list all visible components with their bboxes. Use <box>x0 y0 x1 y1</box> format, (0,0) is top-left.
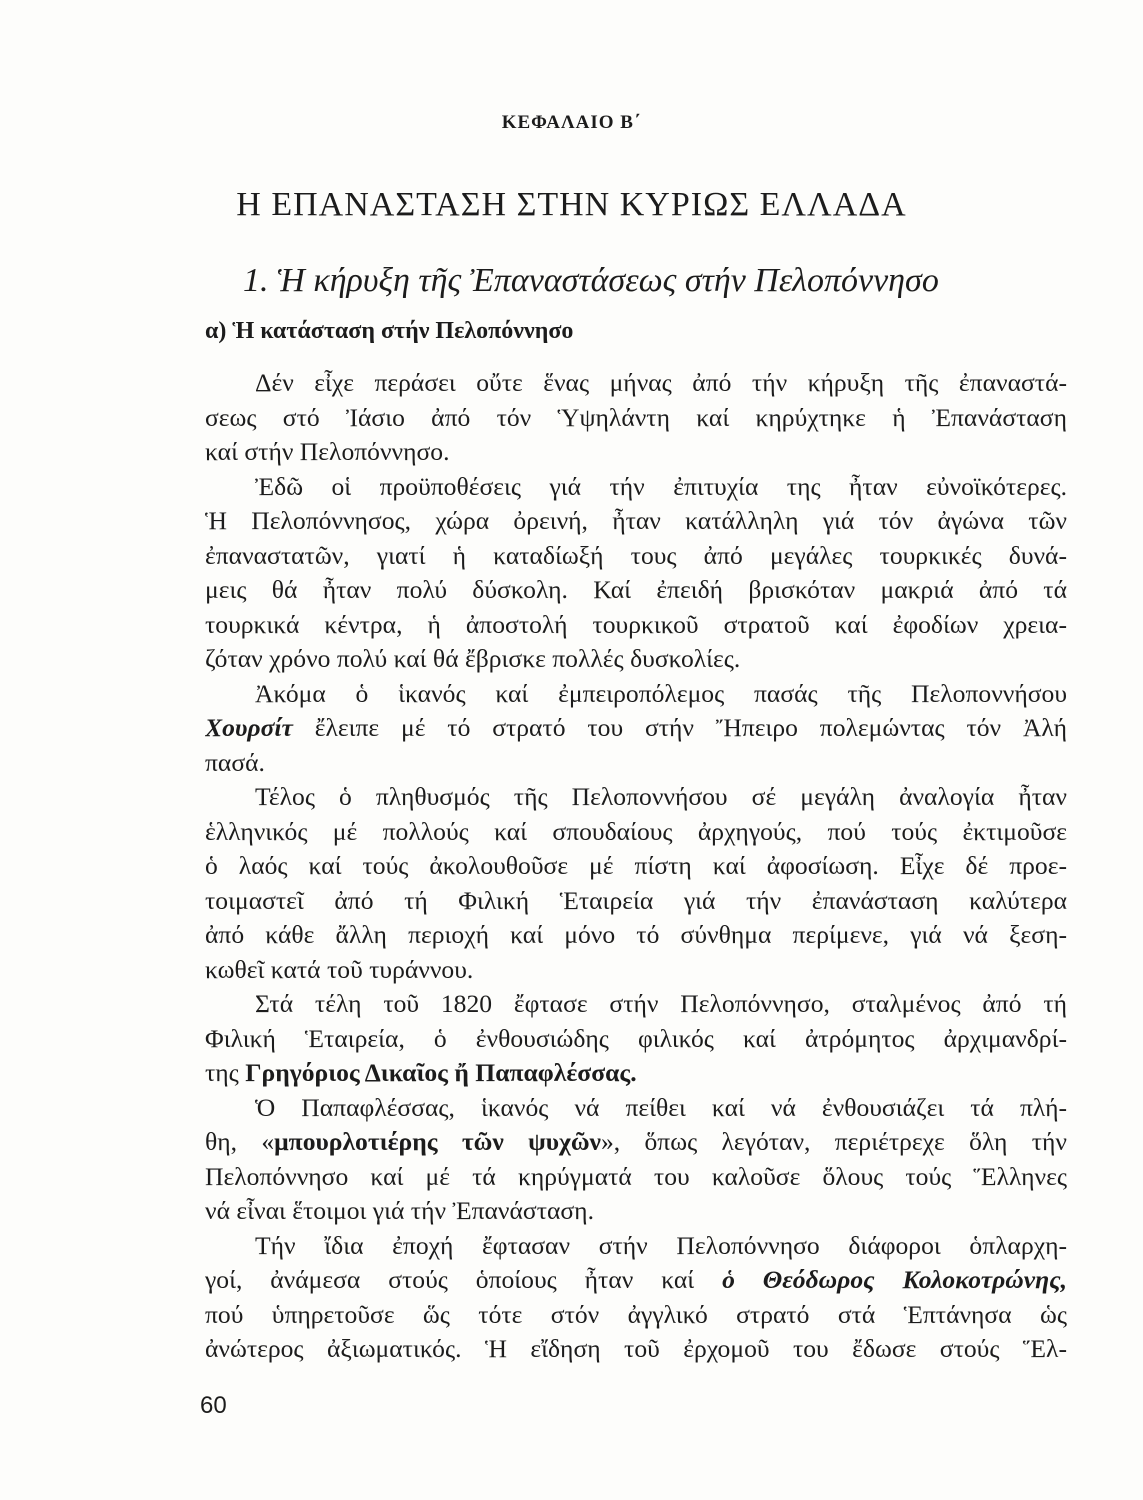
text-line: νά εἶναι ἕτοιμοι γιά τήν Ἐπανάσταση. <box>205 1196 594 1225</box>
text-line: Ὁ Παπαφλέσσας, ἱκανός νά πείθει καί νά ἐνθουσιάζει τά πλή- <box>255 1092 1067 1122</box>
text-segment: γοί, ἀνάμεσα στούς ὁποίους ἦταν καί <box>205 1265 695 1294</box>
text-segment: θη, « <box>205 1127 275 1156</box>
text-line: πασά. <box>205 747 265 777</box>
text-line: Τήν ἴδια ἐποχή ἔφτασαν στήν Πελοπόννησο διάφοροι ὁπλαρχη- <box>255 1230 1067 1260</box>
text-line: τουρκικά κέντρα, ἡ ἀποστολή τουρκικοῦ στρατοῦ καί ἐφοδίων χρεια- <box>205 609 1067 639</box>
text-segment: της <box>205 1058 239 1087</box>
text-line <box>205 1125 1067 1160</box>
text-line: Ἡ Πελοπόννησος, χώρα ὀρεινή, ἦταν κατάλληλη γιά τόν ἀγώνα τῶν <box>205 506 1067 535</box>
text-line: Τέλος ὁ πληθυσμός τῆς Πελοποννήσου σέ μεγάλη ἀναλογία ἦταν <box>255 782 1067 811</box>
text-line: πού ὑπηρετοῦσε ὥς τότε στόν ἀγγλικό στρατό στά Ἑπτάνησα ὡς <box>205 1299 1067 1329</box>
text-line: Πελοπόννησο καί μέ τά κηρύγματά του καλοῦσε ὅλους τούς Ἕλληνες <box>205 1161 1067 1191</box>
text-line: σεως στό Ἰάσιο ἀπό τόν Ὑψηλάντη καί κηρύχτηκε ἡ Ἐπανάσταση <box>205 402 1067 432</box>
text-line: Στά τέλη τοῦ 1820 ἔφτασε στήν Πελοπόννησο, σταλμένος ἀπό τή <box>255 989 1067 1018</box>
emphasis-bourlotieris: μπουρλοτιέρης τῶν ψυχῶν <box>274 1127 601 1156</box>
emphasis-kolokotronis: ὁ Θεόδωρος Κολοκοτρώνης, <box>722 1265 1067 1294</box>
text-line: Δέν εἶχε περάσει οὔτε ἕνας μήνας ἀπό τήν κήρυξη τῆς ἐπαναστά- <box>255 368 1067 397</box>
emphasis-khourshit: Χουρσίτ <box>205 713 293 742</box>
text-line: ὁ λαός καί τούς ἀκολουθοῦσε μέ πίστη καί ἀφοσίωση. Εἶχε δέ προε- <box>205 851 1067 880</box>
emphasis-grigorios: Γρηγόριος Δικαῖος ἤ Παπαφλέσσας. <box>245 1058 637 1087</box>
text-line: ζόταν χρόνο πολύ καί θά ἔβρισκε πολλές δυσκολίες. <box>205 644 741 673</box>
chapter-heading: ΚΕΦΑΛΑΙΟ Β΄ <box>501 112 642 133</box>
text-line: ἀνώτερος ἀξιωματικός. Ἡ εἴδηση τοῦ ἐρχομοῦ του ἔδωσε στούς Ἕλ- <box>205 1334 1067 1363</box>
page-number: 60 <box>200 1392 227 1419</box>
text-line: Ἀκόμα ὁ ἱκανός καί ἐμπειροπόλεμος πασάς τῆς Πελοποννήσου <box>255 678 1067 708</box>
text-line: μεις θά ἦταν πολύ δύσκολη. Καί ἐπειδή βρισκόταν μακριά ἀπό τά <box>205 575 1067 604</box>
text-line: κωθεῖ κατά τοῦ τυράννου. <box>205 954 474 984</box>
text-line <box>205 1263 1067 1298</box>
body-text <box>205 366 1067 1367</box>
text-segment: », ὅπως λεγόταν, περιέτρεχε ὅλη τήν <box>600 1127 1067 1156</box>
text-line: Ἐδῶ οἱ προϋποθέσεις γιά τήν ἐπιτυχία της ἦταν εὐνοϊκότερες. <box>255 471 1067 501</box>
text-line: ἑλληνικός μέ πολλούς καί σπουδαίους ἀρχηγούς, πού τούς ἐκτιμοῦσε <box>205 816 1067 846</box>
text-line: καί στήν Πελοπόννησο. <box>205 437 450 466</box>
text-line <box>205 711 1067 746</box>
section-heading: 1. Ἡ κήρυξη τῆς Ἐπαναστάσεως στήν Πελοπόννησο <box>243 262 939 299</box>
text-line: τοιμαστεῖ ἀπό τή Φιλική Ἑταιρεία γιά τήν ἐπανάσταση καλύτερα <box>205 885 1067 915</box>
chapter-title: Η ΕΠΑΝΑΣΤΑΣΗ ΣΤΗΝ ΚΥΡΙΩΣ ΕΛΛΑΔΑ <box>236 186 907 223</box>
text-line: ἀπό κάθε ἄλλη περιοχή καί μόνο τό σύνθημα περίμενε, γιά νά ξεση- <box>205 920 1067 949</box>
text-line <box>205 1056 1067 1091</box>
text-segment: ἔλειπε μέ τό στρατό του στήν Ἤπειρο πολεμώντας τόν Ἀλή <box>314 713 1067 742</box>
text-line: Φιλική Ἑταιρεία, ὁ ἐνθουσιώδης φιλικός καί ἀτρόμητος ἀρχιμανδρί- <box>205 1023 1067 1053</box>
subsection-heading: α) Ἡ κατάσταση στήν Πελοπόννησο <box>205 318 574 344</box>
text-line: ἐπαναστατῶν, γιατί ἡ καταδίωξή τους ἀπό μεγάλες τουρκικές δυνά- <box>205 540 1067 570</box>
